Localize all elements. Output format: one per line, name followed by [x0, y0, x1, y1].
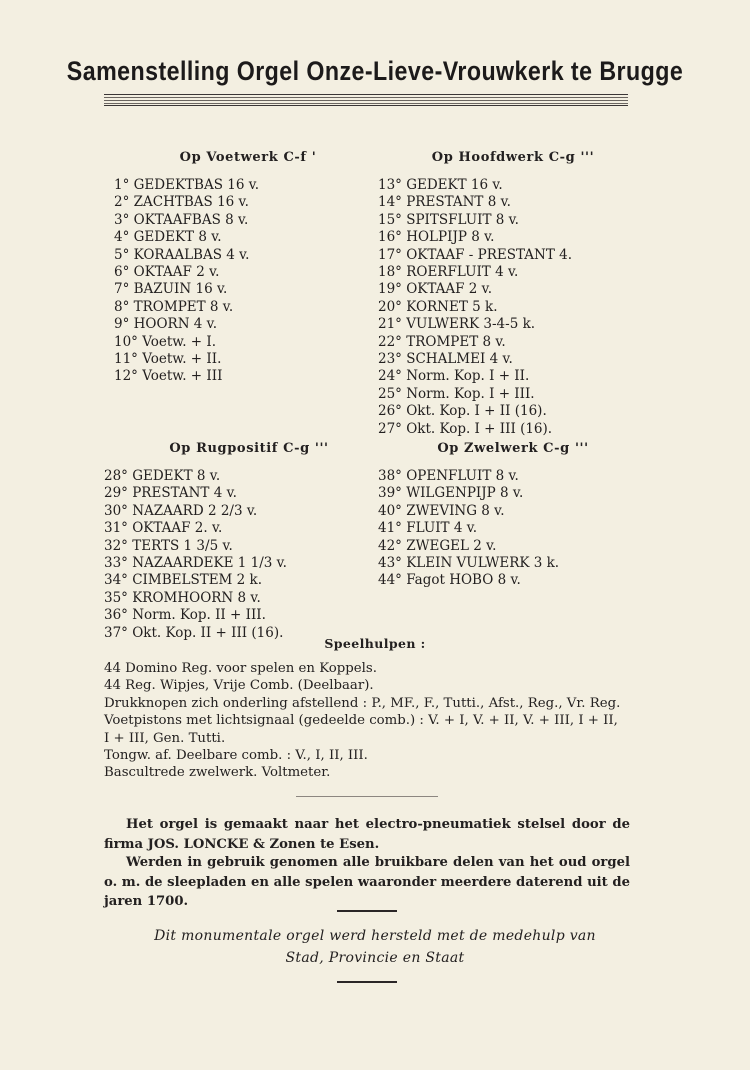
builder-paragraph: [104, 815, 630, 854]
section-title-rugpositif: Op Rugpositif C-g ''': [169, 441, 329, 456]
speelhulpen-line: Drukknopen zich onderling afstellend : P., MF., F., Tutti., Afst., Reg., Vr. Reg.: [104, 695, 621, 711]
speelhulpen-title: Speelhulpen :: [324, 636, 426, 651]
register-item: 34° CIMBELSTEM 2 k.: [104, 572, 263, 589]
short-rule-top: [337, 910, 397, 912]
register-item: 11° Voetw. + II.: [114, 351, 222, 368]
section-divider: [296, 796, 438, 797]
speelhulpen-line: 44 Domino Reg. voor spelen en Koppels.: [104, 661, 377, 676]
section-rugpositif: [104, 441, 374, 642]
dedication-line-2: Stad, Provincie en Staat: [285, 950, 465, 966]
register-item: 44° Fagot HOBO 8 v.: [378, 572, 521, 589]
register-item: 18° ROERFLUIT 4 v.: [378, 264, 519, 281]
register-item: 23° SCHALMEI 4 v.: [378, 351, 513, 368]
register-item: 22° TROMPET 8 v.: [378, 333, 506, 350]
register-item: 15° SPITSFLUIT 8 v.: [378, 211, 519, 228]
register-item: 36° Norm. Kop. II + III.: [104, 607, 266, 624]
section-voetwerk: [104, 150, 374, 386]
register-item: 43° KLEIN VULWERK 3 k.: [378, 555, 560, 572]
register-item: 33° NAZAARDEKE 1 1/3 v.: [104, 555, 287, 572]
register-item: 35° KROMHOORN 8 v.: [104, 589, 261, 606]
register-item: 25° Norm. Kop. I + III.: [378, 385, 535, 402]
section-title-hoofdwerk: Op Hoofdwerk C-g ''': [431, 150, 595, 165]
register-item: 41° FLUIT 4 v.: [378, 520, 478, 537]
register-list-voetwerk: [104, 177, 374, 386]
register-item: 5° KORAALBAS 4 v.: [114, 246, 250, 263]
register-item: 19° OKTAAF 2 v.: [378, 281, 492, 298]
register-item: 13° GEDEKT 16 v.: [378, 177, 503, 193]
register-item: 6° OKTAAF 2 v.: [114, 264, 220, 281]
register-item: 7° BAZUIN 16 v.: [114, 281, 228, 298]
register-item: 16° HOLPIJP 8 v.: [378, 229, 495, 246]
history-paragraph: [104, 853, 630, 912]
speelhulpen-line: Bascultrede zwelwerk. Voltmeter.: [104, 765, 331, 781]
register-item: 14° PRESTANT 8 v.: [378, 194, 511, 211]
register-item: 21° VULWERK 3-4-5 k.: [378, 316, 536, 333]
section-title-voetwerk: Op Voetwerk C-f ': [179, 150, 317, 165]
section-zwelwerk: [378, 441, 648, 590]
register-item: 3° OKTAAFBAS 8 v.: [114, 211, 249, 228]
register-list-hoofdwerk: [378, 177, 648, 438]
register-item: 39° WILGENPIJP 8 v.: [378, 485, 524, 502]
register-item: 2° ZACHTBAS 16 v.: [114, 194, 249, 211]
register-item: 17° OKTAAF - PRESTANT 4.: [378, 246, 573, 263]
register-item: 29° PRESTANT 4 v.: [104, 485, 237, 502]
register-item: 42° ZWEGEL 2 v.: [378, 537, 497, 554]
register-item: 28° GEDEKT 8 v.: [104, 468, 221, 484]
register-item: 4° GEDEKT 8 v.: [114, 229, 222, 246]
register-item: 27° Okt. Kop. I + III (16).: [378, 420, 553, 437]
register-item: 1° GEDEKTBAS 16 v.: [114, 177, 260, 193]
speelhulpen-line: 44 Reg. Wipjes, Vrije Comb. (Deelbaar).: [104, 678, 374, 694]
register-item: 37° Okt. Kop. II + III (16).: [104, 624, 284, 641]
title-rule: [104, 94, 628, 106]
register-list-rugpositif: [104, 468, 374, 642]
dedication-line-1: Dit monumentale orgel werd hersteld met de medehulp van: [154, 928, 596, 944]
register-item: 9° HOORN 4 v.: [114, 316, 218, 333]
register-list-zwelwerk: [378, 468, 648, 590]
register-item: 38° OPENFLUIT 8 v.: [378, 468, 519, 484]
register-item: 32° TERTS 1 3/5 v.: [104, 537, 233, 554]
section-hoofdwerk: [378, 150, 648, 438]
register-item: 24° Norm. Kop. I + II.: [378, 368, 530, 385]
short-rule-bottom: [337, 981, 397, 983]
speelhulpen-line: Voetpistons met lichtsignaal (gedeelde comb.) : V. + I, V. + II, V. + III, I + II,: [104, 713, 618, 729]
register-item: 31° OKTAAF 2. v.: [104, 520, 223, 537]
speelhulpen-list: [104, 660, 644, 782]
page-title: Samenstelling Orgel Onze-Lieve-Vrouwkerk te Brugge: [66, 56, 684, 86]
history-text: Werden in gebruik genomen alle bruikbare delen van het oud orgel o. m. de sleepladen en alle spelen waaronder meerdere daterend uit de jaren 1700.: [104, 855, 630, 909]
section-title-zwelwerk: Op Zwelwerk C-g ''': [437, 441, 589, 456]
register-item: 8° TROMPET 8 v.: [114, 298, 234, 315]
register-item: 40° ZWEVING 8 v.: [378, 502, 505, 519]
register-item: 26° Okt. Kop. I + II (16).: [378, 403, 547, 420]
register-item: 20° KORNET 5 k.: [378, 298, 498, 315]
register-item: 12° Voetw. + III: [114, 368, 223, 385]
register-item: 30° NAZAARD 2 2/3 v.: [104, 502, 258, 519]
speelhulpen-line: Tongw. af. Deelbare comb. : V., I, II, III.: [104, 748, 368, 764]
register-item: 10° Voetw. + I.: [114, 333, 217, 350]
builder-text: Het orgel is gemaakt naar het electro-pneumatiek stelsel door de firma JOS. LONCKE & Zonen te Esen.: [104, 817, 630, 852]
speelhulpen-line: I + III, Gen. Tutti.: [104, 730, 226, 746]
